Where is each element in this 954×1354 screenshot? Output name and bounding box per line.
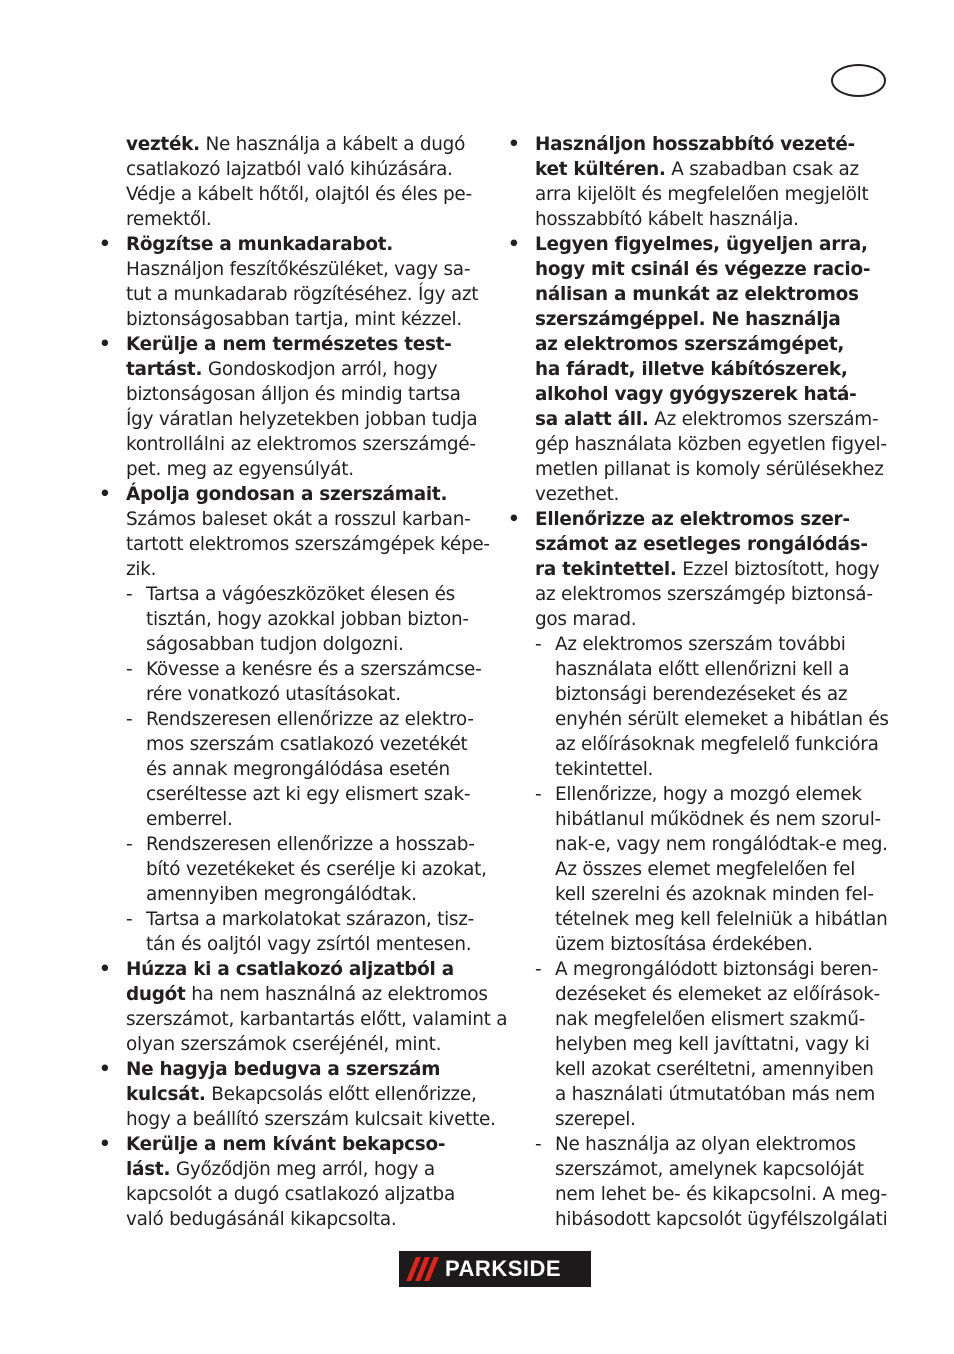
sub-line: dezéseket és elemeket az előírások- — [555, 984, 881, 1005]
item-heading: Ápolja gondosan a szerszámait. — [126, 484, 448, 505]
item-line: tartott elektromos szerszámgépek képe- — [126, 534, 490, 555]
bullet-icon: • — [99, 334, 111, 355]
bullet-item-startup — [99, 1132, 479, 1232]
bullet-icon: • — [99, 484, 111, 505]
item-line: Ezzel biztosított, hogy — [682, 559, 880, 580]
item-heading: Ne hagyja bedugva a szerszám — [126, 1059, 441, 1080]
item-heading: alkohol vagy gyógyszerek hatá- — [535, 384, 857, 405]
dash-icon: - — [535, 784, 542, 805]
sub-line: helyben meg kell javíttatni, vagy ki — [555, 1034, 870, 1055]
bullet-item-key — [99, 1057, 496, 1132]
item-line: metlen pillanat is komoly sérülésekhez — [535, 459, 884, 480]
sub-line: Tartsa a vágóeszközöket élesen és — [146, 584, 455, 605]
intro-line: csatlakozó lajzatból való kihúzására. — [126, 159, 453, 180]
sub-line: rére vonatkozó utasításokat. — [146, 684, 401, 705]
item-heading: lást. — [126, 1159, 171, 1180]
bullet-item-workpiece — [99, 232, 479, 332]
item-heading: tartást. — [126, 359, 203, 380]
sub-line: biztonsági berendezéseket és az — [555, 684, 848, 705]
item-heading: ket kültéren. — [535, 159, 666, 180]
sub-line: használata előtt ellenőrizni kell a — [555, 659, 850, 680]
intro-paragraph — [99, 132, 479, 232]
item-heading: Kerülje a nem természetes test- — [126, 334, 452, 355]
sub-item — [99, 707, 479, 832]
item-heading: ha fáradt, illetve kábítószerek, — [535, 359, 848, 380]
sub-line: Ne használja az olyan elektromos — [555, 1134, 856, 1155]
sub-line: Ellenőrizze, hogy a mozgó elemek — [555, 784, 862, 805]
sub-line: tekintettel. — [555, 759, 654, 780]
item-line: kontrollálni az elektromos szerszámgé- — [126, 434, 476, 455]
sub-line: nak-e, vagy nem rongálódtak-e meg. — [555, 834, 888, 855]
sub-line: a használati útmutatóban más nem — [555, 1084, 876, 1105]
dash-icon: - — [126, 659, 133, 680]
item-heading: hogy mit csinál és végezze racio- — [535, 259, 871, 280]
intro-bold: vezték. — [126, 134, 200, 155]
item-heading: Húzza ki a csatlakozó aljzatból a — [126, 959, 454, 980]
logo-stripes-icon — [401, 1253, 443, 1285]
bullet-icon: • — [508, 134, 520, 155]
sub-line: Tartsa a markolatokat szárazon, tisz- — [146, 909, 475, 930]
sub-line: Rendszeresen ellenőrizze az elektro- — [146, 709, 474, 730]
dash-icon: - — [126, 584, 133, 605]
sub-line: az előírásoknak megfelelő funkcióra — [555, 734, 879, 755]
sub-item — [508, 1132, 890, 1232]
sub-line: Az összes elemet megfelelően fel — [555, 859, 856, 880]
item-line: való bedugásánál kikapcsolta. — [126, 1209, 397, 1230]
sub-line: emberrel. — [146, 809, 233, 830]
bullet-item-inspect — [508, 507, 890, 632]
intro-line: remektől. — [126, 209, 212, 230]
item-line: gép használata közben egyetlen figyel- — [535, 434, 887, 455]
item-line: biztonságosan álljon és mindig tartsa — [126, 384, 461, 405]
bullet-icon: • — [99, 1134, 111, 1155]
bullet-item-posture — [99, 332, 479, 482]
item-line: biztonságosabban tartja, mint kézzel. — [126, 309, 462, 330]
dash-icon: - — [126, 709, 133, 730]
item-line: vezethet. — [535, 484, 620, 505]
sub-line: Az elektromos szerszám további — [555, 634, 846, 655]
item-line: hosszabbító kábelt használja. — [535, 209, 799, 230]
sub-line: bító vezetékeket és cserélje ki azokat, — [146, 859, 487, 880]
item-heading: Használjon hosszabbító vezeté- — [535, 134, 855, 155]
brand-name: PARKSIDE — [445, 1256, 562, 1281]
bullet-icon: • — [508, 509, 520, 530]
item-line: Számos baleset okát a rosszul karban- — [126, 509, 471, 530]
sub-line: A megrongálódott biztonsági beren- — [555, 959, 879, 980]
sub-line: és annak megrongálódása esetén — [146, 759, 450, 780]
item-line: Gondoskodjon arról, hogy — [207, 359, 438, 380]
item-heading: Ellenőrizze az elektromos szer- — [535, 509, 850, 530]
sub-item — [508, 632, 890, 782]
sub-line: nem lehet be- és kikapcsolni. A meg- — [555, 1184, 887, 1205]
item-heading: számot az esetleges rongálódás- — [535, 534, 868, 555]
item-line: Használjon feszítőkészüléket, vagy sa- — [126, 259, 471, 280]
dash-icon: - — [535, 959, 542, 980]
sub-line: mos szerszám csatlakozó vezetékét — [146, 734, 468, 755]
parkside-logo — [399, 1251, 591, 1287]
item-line: pet. meg az egyensúlyát. — [126, 459, 354, 480]
sub-line: tételnek meg kell felelniük a hibátlan — [555, 909, 888, 930]
item-line: az elektromos szerszámgép biztonsá- — [535, 584, 873, 605]
item-line: olyan szerszámok cseréjénél, mint. — [126, 1034, 442, 1055]
sub-item — [99, 657, 482, 707]
item-line: Így váratlan helyzetekben jobban tudja — [126, 409, 478, 430]
sub-line: amennyiben megrongálódtak. — [146, 884, 417, 905]
sub-item — [508, 782, 890, 957]
sub-item — [99, 907, 479, 957]
item-line: kapcsolót a dugó csatlakozó aljzatba — [126, 1184, 455, 1205]
bullet-icon: • — [508, 234, 520, 255]
sub-line: üzem biztosítása érdekében. — [555, 934, 813, 955]
bullet-icon: • — [99, 1059, 111, 1080]
sub-line: szerszámot, amelynek kapcsolóját — [555, 1159, 864, 1180]
sub-line: enyhén sérült elemeket a hibátlan és — [555, 709, 889, 730]
sub-item — [99, 832, 487, 907]
language-badge — [831, 64, 886, 97]
item-line: A szabadban csak az — [671, 159, 859, 180]
bullet-icon: • — [99, 234, 111, 255]
dash-icon: - — [126, 909, 133, 930]
bullet-item-attention — [508, 232, 890, 507]
dash-icon: - — [535, 1134, 542, 1155]
intro-line: Védje a kábelt hőtől, olajtól és éles pe- — [126, 184, 472, 205]
item-heading: szerszámgéppel. Ne használja — [535, 309, 841, 330]
sub-item — [508, 957, 890, 1132]
item-heading: ra tekintettel. — [535, 559, 677, 580]
sub-line: ságosabban tudjon dolgozni. — [146, 634, 404, 655]
sub-line: Kövesse a kenésre és a szerszámcse- — [146, 659, 482, 680]
item-line: hogy a beállító szerszám kulcsait kivette. — [126, 1109, 496, 1130]
item-line: Győződjön meg arról, hogy a — [175, 1159, 435, 1180]
bullet-item-maintenance — [99, 482, 490, 582]
item-line: zik. — [126, 559, 157, 580]
item-line: gos marad. — [535, 609, 637, 630]
sub-item — [99, 582, 479, 657]
item-line: arra kijelölt és megfelelően megjelölt — [535, 184, 869, 205]
item-line: szerszámot, karbantartás előtt, valamint a — [126, 1009, 508, 1030]
intro-line: Ne használja a kábelt a dugó — [205, 134, 466, 155]
item-line: tut a munkadarab rögzítéséhez. Így azt — [126, 284, 479, 305]
item-heading: sa alatt áll. — [535, 409, 649, 430]
item-heading: Rögzítse a munkadarabot. — [126, 234, 394, 255]
sub-line: Rendszeresen ellenőrizze a hosszab- — [146, 834, 475, 855]
item-heading: kulcsát. — [126, 1084, 206, 1105]
sub-line: tán és oaljtól vagy zsírtól mentesen. — [146, 934, 472, 955]
bullet-item-unplug — [99, 957, 508, 1057]
item-heading: nálisan a munkát az elektromos — [535, 284, 859, 305]
item-line: ha nem használná az elektromos — [191, 984, 488, 1005]
bullet-icon: • — [99, 959, 111, 980]
sub-line: kell szerelni és azoknak minden fel- — [555, 884, 874, 905]
sub-line: szerepel. — [555, 1109, 636, 1130]
item-line: Bekapcsolás előtt ellenőrizze, — [211, 1084, 477, 1105]
right-column — [508, 132, 890, 1232]
item-line: Az elektromos szerszám- — [654, 409, 879, 430]
item-heading: Kerülje a nem kívánt bekapcso- — [126, 1134, 446, 1155]
sub-line: nak megfelelően elismert szakmű- — [555, 1009, 866, 1030]
dash-icon: - — [126, 834, 133, 855]
sub-line: kell azokat cseréltetni, amennyiben — [555, 1059, 874, 1080]
bullet-item-extension — [508, 132, 890, 232]
item-heading: dugót — [126, 984, 186, 1005]
sub-line: hibásodott kapcsolót ügyfélszolgálati — [555, 1209, 888, 1230]
left-column — [99, 132, 508, 1232]
sub-line: cseréltesse azt ki egy elismert szak- — [146, 784, 471, 805]
sub-line: hibátlanul működnek és nem szorul- — [555, 809, 881, 830]
item-heading: Legyen figyelmes, ügyeljen arra, — [535, 234, 868, 255]
dash-icon: - — [535, 634, 542, 655]
item-heading: az elektromos szerszámgépet, — [535, 334, 845, 355]
sub-line: tisztán, hogy azokkal jobban bizton- — [146, 609, 469, 630]
